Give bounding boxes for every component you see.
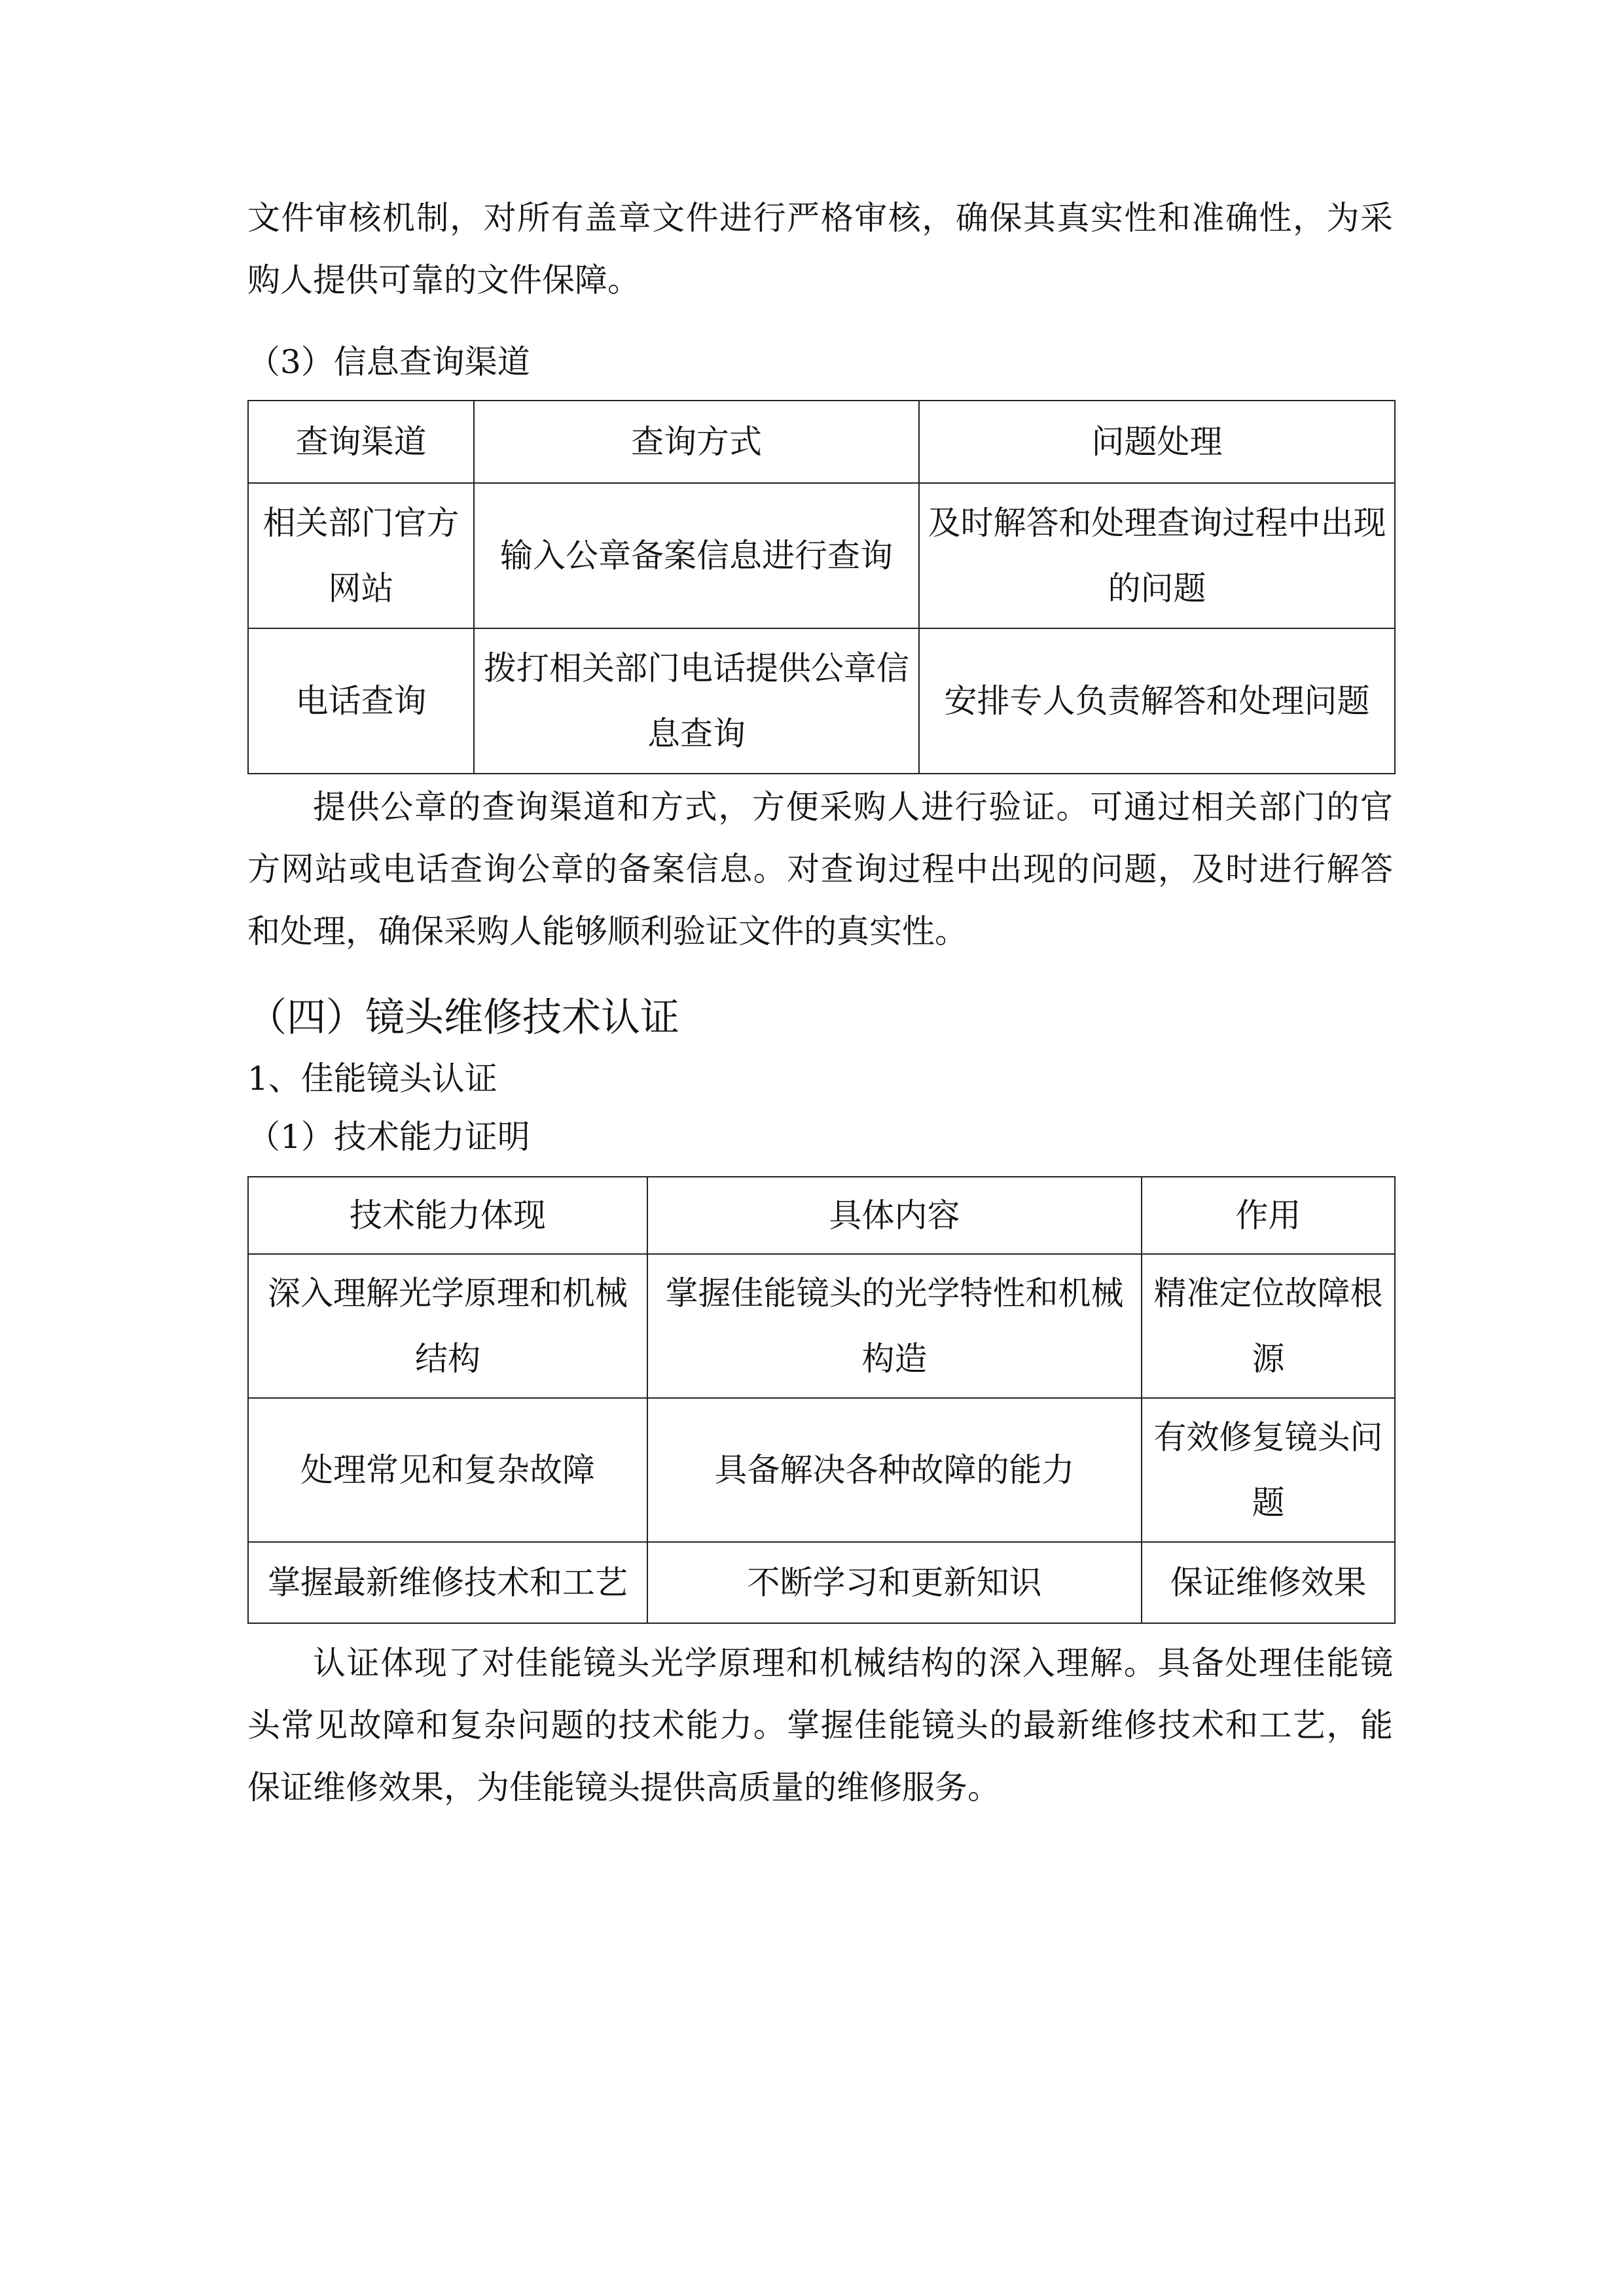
table-row: [248, 628, 1395, 774]
table-cell: 有效修复镜头问题: [1142, 1398, 1395, 1542]
table-cell: 处理常见和复杂故障: [248, 1398, 647, 1542]
paragraph-2-line-2: 头常见故障和复杂问题的技术能力。掌握佳能镜头的最新维修技术和工艺，能: [247, 1706, 1393, 1744]
table-cell: 电话查询: [248, 628, 474, 774]
subheading-canon-lens: 1、佳能镜头认证: [247, 1060, 497, 1098]
table-header-cell: 具体内容: [647, 1177, 1142, 1254]
table-cell: 具备解决各种故障的能力: [647, 1398, 1142, 1542]
table-cell: 保证维修效果: [1142, 1542, 1395, 1623]
table-row: [248, 1398, 1395, 1542]
table-header-cell: 问题处理: [919, 401, 1395, 483]
intro-line-1: 文件审核机制，对所有盖章文件进行严格审核，确保其真实性和准确性，为采: [247, 199, 1393, 237]
table-cell: 不断学习和更新知识: [647, 1542, 1142, 1623]
table-header-cell: 查询渠道: [248, 401, 474, 483]
table-cell: 精准定位故障根源: [1142, 1254, 1395, 1398]
table-header-row: [248, 1177, 1395, 1254]
tech-capability-table: [247, 1176, 1396, 1624]
table-cell: 掌握最新维修技术和工艺: [248, 1542, 647, 1623]
table-row: [248, 1542, 1395, 1623]
table-cell: 相关部门官方网站: [248, 483, 474, 628]
paragraph-2-line-3: 保证维修效果，为佳能镜头提供高质量的维修服务。: [247, 1768, 1000, 1806]
subheading-tech-capability: （1）技术能力证明: [247, 1118, 530, 1156]
intro-line-2: 购人提供可靠的文件保障。: [247, 261, 640, 299]
table-cell: 掌握佳能镜头的光学特性和机械构造: [647, 1254, 1142, 1398]
table-header-row: [248, 401, 1395, 483]
table-cell: 深入理解光学原理和机械结构: [248, 1254, 647, 1398]
table-header-cell: 作用: [1142, 1177, 1395, 1254]
section-4-heading: （四）镜头维修技术认证: [247, 995, 679, 1041]
table-cell: 输入公章备案信息进行查询: [474, 483, 919, 628]
paragraph-2-line-1: 认证体现了对佳能镜头光学原理和机械结构的深入理解。具备处理佳能镜: [313, 1644, 1393, 1682]
paragraph-1-line-3: 和处理，确保采购人能够顺利验证文件的真实性。: [247, 912, 967, 950]
table-header-cell: 技术能力体现: [248, 1177, 647, 1254]
query-channel-table: [247, 400, 1396, 774]
section-3-title: （3）信息查询渠道: [247, 343, 530, 381]
table-row: [248, 483, 1395, 628]
table-cell: 拨打相关部门电话提供公章信息查询: [474, 628, 919, 774]
table-cell: 安排专人负责解答和处理问题: [919, 628, 1395, 774]
paragraph-1-line-2: 方网站或电话查询公章的备案信息。对查询过程中出现的问题，及时进行解答: [247, 850, 1393, 888]
table-cell: 及时解答和处理查询过程中出现的问题: [919, 483, 1395, 628]
table-row: [248, 1254, 1395, 1398]
paragraph-1-line-1: 提供公章的查询渠道和方式，方便采购人进行验证。可通过相关部门的官: [313, 788, 1393, 826]
table-header-cell: 查询方式: [474, 401, 919, 483]
